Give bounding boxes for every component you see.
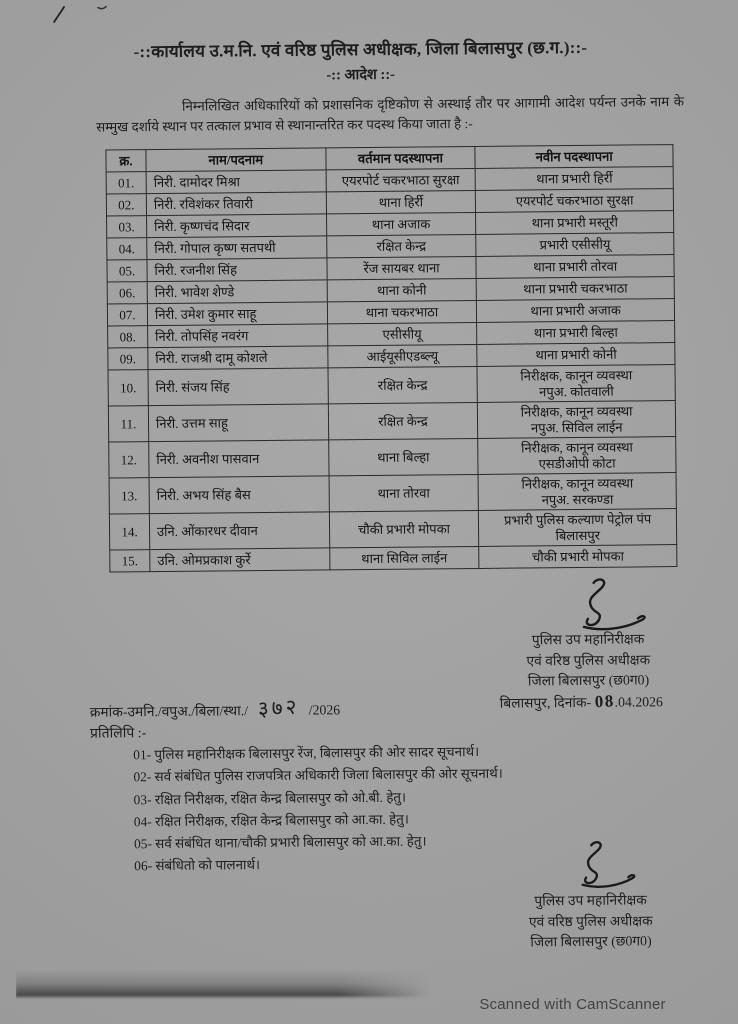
cell-serial: 15. [110,550,150,572]
cell-serial: 01. [106,172,146,194]
cell-new: एयरपोर्ट चकरभाठा सुरक्षा [476,189,674,213]
table-row [108,365,675,406]
handwritten-date-day: 08 [594,691,615,712]
signatory-district: जिला बिलासपुर (छ0ग0) [530,933,652,950]
cell-new: निरीक्षक, कानून व्यवस्था नपुअ. सरकण्डा [478,473,676,511]
cell-name: निरी. अभय सिंह बैस [149,476,329,514]
cell-name: निरी. संजय सिंह [148,368,328,406]
cell-serial: 13. [109,478,149,514]
handwritten-reference-number: ३७२ [256,694,300,722]
date-rest: .04.2026 [614,694,663,710]
cell-current: थाना चकरभाठा [327,300,477,323]
cell-new: थाना प्रभारी कोनी [477,343,675,367]
cell-current: रेंज सायबर थाना [327,256,477,279]
cell-new: थाना प्रभारी अजाक [477,299,675,323]
signature-block-bottom [461,890,722,954]
cell-serial: 02. [106,194,146,216]
place-date-line [500,691,663,713]
camscanner-watermark: Scanned with CamScanner [479,996,666,1013]
cell-new: प्रभारी पुलिस कल्याण पेट्रोल पंप बिलासपुर [479,509,677,547]
copy-list-item: 04- रक्षित निरीक्षक, रक्षित केन्द्र बिलासपुर को आ.का. हेतु। [133,811,410,830]
cell-current: रक्षित केन्द्र [326,234,476,257]
cell-serial: 03. [107,216,147,238]
cell-name: निरी. कृष्णचंद सिदार [146,214,326,238]
pen-mark-icon [52,5,68,25]
order-intro-paragraph: निम्नलिखित अधिकारियों को प्रशासनिक दृष्टिकोण से अस्थाई तौर पर आगामी आदेश पर्यन्त उनके नाम के सम्मुख दर्शाये स्थान पर तत्काल प्रभाव से स्थानान्तरित कर पदस्थ किया जाता है :- [96,93,685,135]
col-header-serial: क्र. [106,150,146,172]
signature-scribble [549,839,644,892]
cell-current: थाना कोनी [327,278,477,301]
cell-serial: 05. [107,260,147,282]
cell-serial: 10. [108,370,148,406]
office-title: -::कार्यालय उ.म.नि. एवं वरिष्ठ पुलिस अधीक्षक, जिला बिलासपुर (छ.ग.)::- [133,37,588,62]
cell-current: थाना सिविल लाईन [329,546,479,569]
cell-new: निरीक्षक, कानून व्यवस्था नपुअ. कोतवाली [477,365,675,403]
reference-number-line [90,693,341,723]
table-row [109,437,676,478]
cell-current: थाना बिल्हा [328,438,478,475]
cell-name: उनि. ओंकारधर दीवान [149,512,329,550]
table-row [108,401,675,442]
cell-current: थाना अजाक [326,212,476,235]
signatory-designation: पुलिस उप महानिरीक्षक [531,631,645,648]
cell-serial: 06. [107,282,147,304]
reference-prefix: क्रमांक-उमनि./वपुअ./बिला/स्था./ [89,703,249,720]
col-header-new-posting: नवीन पदस्थापना [475,145,673,169]
cell-name: निरी. रविशंकर तिवारी [146,192,326,216]
cell-new: निरीक्षक, कानून व्यवस्था नपुअ. सिविल लाईन [478,401,676,439]
transfer-table [105,144,677,572]
copy-list-item: 03- रक्षित निरीक्षक, रक्षित केन्द्र बिलासपुर को ओ.बी. हेतु। [133,789,407,807]
cell-new: थाना प्रभारी मस्तूरी [476,211,674,235]
col-header-current-posting: वर्तमान पदस्थापना [325,146,475,169]
cell-serial: 09. [108,348,148,370]
cell-new: थाना प्रभारी तोरवा [476,255,674,279]
cell-name: निरी. अवनीश पासवान [149,440,329,478]
cell-name: निरी. दामोदर मिश्रा [146,170,326,194]
cell-name: निरी. भावेश शेण्डे [147,280,327,304]
cell-name: निरी. उत्तम साहू [148,404,328,442]
cell-new: थाना प्रभारी चकरभाठा [477,277,675,301]
cell-current: रक्षित केन्द्र [328,366,478,403]
copy-list-item: 02- सर्व संबंधित पुलिस राजपत्रित अधिकारी जिला बिलासपुर की ओर सूचनार्थ। [133,766,503,785]
copy-list-item: 06- संबंधितो को पालनार्थ। [134,857,261,874]
cell-name: निरी. गोपाल कृष्ण सतपथी [147,236,327,260]
cell-name: उनि. ओमप्रकाश कुर्रे [150,548,330,572]
cell-name: निरी. तोपसिंह नवरंग [148,324,328,348]
cell-current: एसीसीयू [327,322,477,345]
signatory-designation: पुलिस उप महानिरीक्षक [534,892,647,909]
cell-serial: 04. [107,238,147,260]
cell-new: चौकी प्रभारी मोपका [479,545,677,569]
cell-new: निरीक्षक, कानून व्यवस्था एसडीओपी कोटा [478,437,676,475]
table-row [109,509,676,550]
cell-current: आईयूसीएडब्ल्यू [327,344,477,367]
cell-serial: 07. [107,304,147,326]
table-row [109,473,676,514]
reference-suffix: /2026 [308,702,341,718]
cell-name: निरी. उमेश कुमार साहू [147,302,327,326]
cell-serial: 12. [109,442,149,478]
cell-new: थाना प्रभारी हिर्री [475,167,673,191]
cell-current: थाना तोरवा [329,474,479,511]
cell-serial: 08. [108,326,148,348]
cell-current: थाना हिर्री [326,190,476,213]
cell-name: निरी. रजनीश सिंह [147,258,327,282]
copies-list [133,740,614,878]
place-date-label: बिलासपुर, दिनांक- [499,694,592,711]
copy-list-item: 01- पुलिस महानिरीक्षक बिलासपुर रेंज, बिलासपुर की ओर सादर सूचनार्थ। [133,743,480,763]
signature-block-top [458,629,719,693]
cell-new: प्रभारी एसीसीयू [476,233,674,257]
cell-serial: 11. [108,406,148,442]
transfer-table-body [106,167,677,572]
signatory-designation-2: एवं वरिष्ठ पुलिस अधीक्षक [528,912,653,929]
copy-list-item: 05- सर्व संबंधित थाना/चौकी प्रभारी बिलासपुर को आ.का. हेतु। [133,833,427,852]
cell-serial: 14. [109,514,149,550]
signatory-district: जिला बिलासपुर (छ0ग0) [527,672,650,689]
order-heading: -:: आदेश ::- [326,66,396,84]
page-edge-shadow [16,970,430,1000]
cell-current: चौकी प्रभारी मोपका [329,510,479,547]
col-header-name: नाम/पदनाम [146,148,326,172]
table-row [110,545,677,572]
cell-name: निरी. राजश्री दामू कोशले [148,346,328,370]
signatory-designation-2: एवं वरिष्ठ पुलिस अधीक्षक [526,651,651,668]
signature-scribble [550,576,651,635]
cell-new: थाना प्रभारी बिल्हा [477,321,675,345]
cell-current: रक्षित केन्द्र [328,402,478,439]
pen-mark-icon [97,3,107,11]
cell-current: एयरपोर्ट चकरभाठा सुरक्षा [326,168,476,191]
copies-label: प्रतिलिपि :- [89,726,147,742]
